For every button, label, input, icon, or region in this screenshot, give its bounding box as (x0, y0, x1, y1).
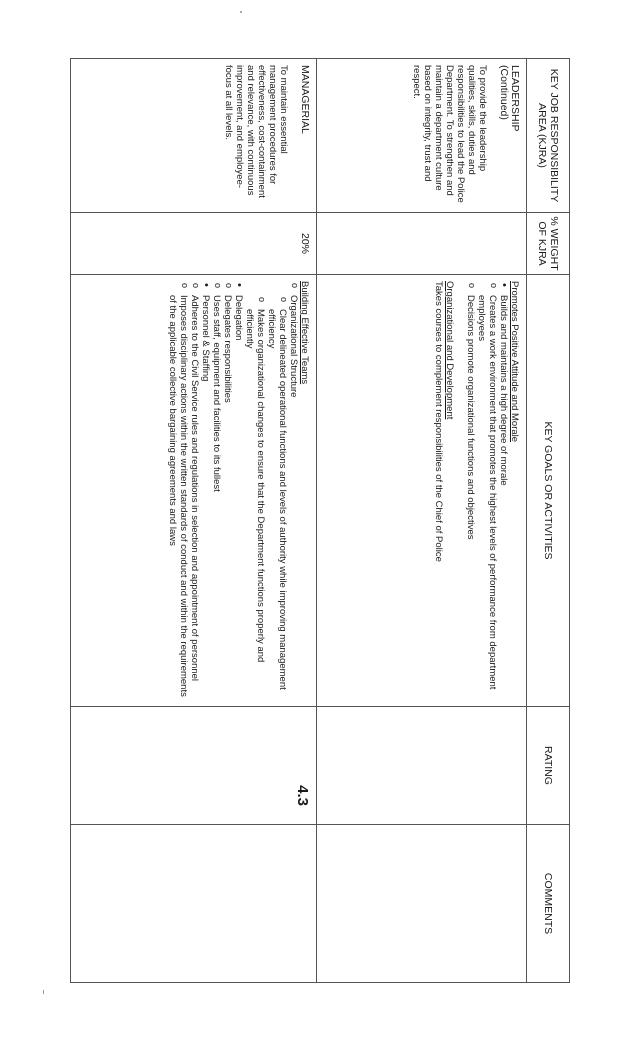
sub-list (211, 281, 233, 700)
list-item: o Decisions promote organizational functions and objectives (465, 281, 476, 700)
header-kjra: KEY JOB RESPONSIBILITY AREA (KJRA) (527, 59, 570, 213)
header-goals: KEY GOALS OR ACTIVITIES (527, 275, 570, 707)
sub-list (244, 295, 288, 700)
goals-cell (317, 275, 527, 707)
header-row (527, 59, 570, 983)
list-item (167, 281, 211, 700)
list-item-text: Personnel & Staffing (200, 295, 211, 382)
sub-list (167, 281, 200, 700)
kjra-cell (317, 59, 527, 213)
list-item (465, 281, 509, 700)
goals-cell (71, 275, 317, 707)
list-item (211, 281, 244, 700)
scan-speck (43, 990, 44, 994)
area-title-continued: (Continued) (498, 65, 510, 120)
list-item: o Uses staff, equipment and facilities to its fullest (211, 281, 222, 700)
comments-cell (71, 825, 317, 983)
list-item: o Creates a work environment that promotes the highest levels of performance from department employees (476, 281, 498, 700)
kjra-cell (71, 59, 317, 213)
header-rating: RATING (527, 707, 570, 825)
list-item-text: Delegation (233, 295, 244, 341)
rating-cell (317, 707, 527, 825)
weight-cell (317, 213, 527, 275)
list-item: o Delegates responsibilities (222, 281, 233, 700)
sub-list (465, 281, 498, 700)
header-comments: COMMENTS (527, 825, 570, 983)
header-weight: % WEIGHT OF KJRA (527, 213, 570, 275)
list-item: o Clear delineated operational functions and levels of authority while improving management efficiency (266, 295, 288, 700)
area-title (498, 65, 520, 206)
bullet-list (465, 281, 509, 700)
scan-speck (240, 11, 242, 13)
list-item: o Adheres to the Civil Service rules and regulations in selection and appointment of personnel (189, 281, 200, 700)
performance-evaluation-table (70, 58, 570, 983)
table-row-managerial (71, 59, 317, 983)
area-title: MANAGERIAL (299, 65, 311, 134)
sub-list (244, 281, 299, 700)
list-item: o Imposes disciplinary actions within the written standards of conduct and within the requirements of the applicable collective bargaining agreements and laws (167, 281, 189, 700)
list-item-text: Builds and maintains a high degree of morale (498, 295, 509, 486)
area-description: To provide the leadership qualities, skills, duties and responsibilities to lead the Police Department. To strengthen and maintain a department culture based on integrity, trust and respect. (411, 65, 488, 203)
comments-cell (317, 825, 527, 983)
area-description: To maintain essential management procedures for effectiveness, cost-containment and relevance, with continuous improvement, and employee-focus at all levels. (223, 65, 289, 198)
area-title-line: LEADERSHIP (509, 65, 521, 132)
section-title: Promotes Positive Attitude and Morale (509, 281, 520, 443)
weight-cell: 20% (71, 213, 317, 275)
list-item (244, 281, 299, 700)
table-row-leadership (317, 59, 527, 983)
rating-value: 4.3 (71, 707, 317, 825)
bullet-list (167, 281, 244, 700)
section-title: Building Effective Teams (299, 281, 310, 385)
section-text: Takes courses to complement responsibilities of the Chief of Police (433, 281, 444, 562)
list-item-text: Organizational Structure (288, 295, 299, 398)
section-title: Organizational and Development (444, 281, 455, 420)
list-item: o Makes organizational changes to ensure that the Department functions properly and efficiently (244, 295, 266, 700)
